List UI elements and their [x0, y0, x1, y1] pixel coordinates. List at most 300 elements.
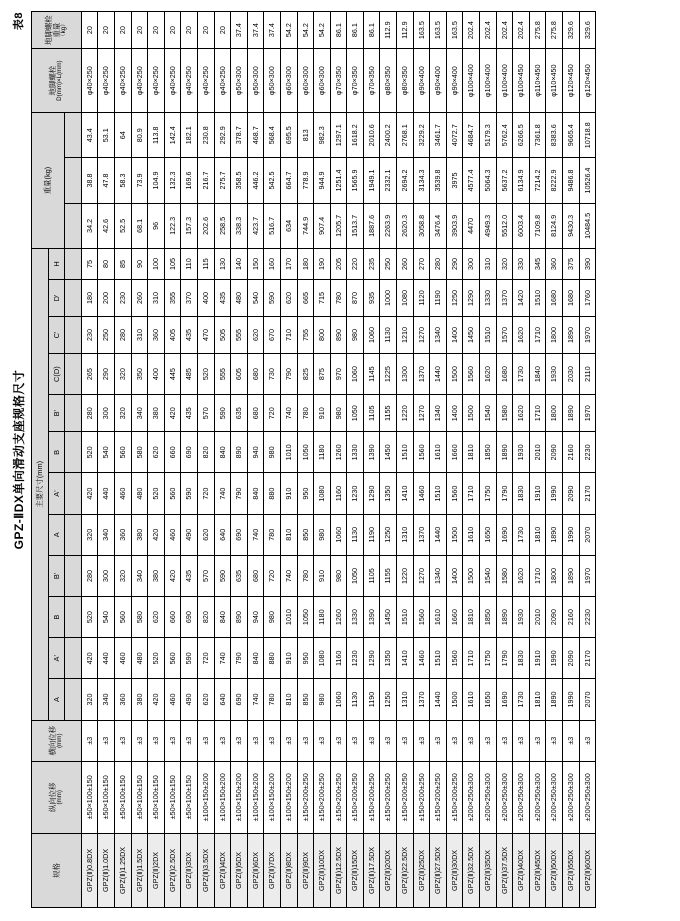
cell-weight-1: 8124.9 [546, 203, 563, 248]
cell-dim-CD: 520 [197, 354, 214, 395]
cell-dim-B: 2010 [529, 597, 546, 638]
cell-trans-disp: ±3 [214, 720, 231, 761]
cell-dim-Bp: 1340 [430, 555, 447, 596]
cell-dim-Bp: 740 [280, 555, 297, 596]
cell-anchor-weight: 20 [131, 12, 148, 49]
header-dim-CD: C(D) [48, 354, 65, 395]
cell-dim-Bp: 780 [297, 555, 314, 596]
cell-spec: GPZ(Ⅱ)45DX [529, 833, 546, 907]
cell-dim-B: 1810 [463, 597, 480, 638]
table-row [264, 12, 281, 908]
cell-spec: GPZ(Ⅱ)30DX [446, 833, 463, 907]
cell-dim-A: 2070 [579, 679, 596, 720]
table-row [397, 12, 414, 908]
cell-dim-CD: 400 [148, 354, 165, 395]
cell-anchor-weight: 86.1 [347, 12, 364, 49]
cell-weight-2: 169.6 [181, 158, 198, 203]
cell-trans-disp: ±3 [280, 720, 297, 761]
header-anchor-label: 地脚螺栓 [47, 65, 57, 96]
cell-dim-A2: 1440 [430, 514, 447, 555]
cell-dim-Ap2: 520 [148, 473, 165, 514]
cell-dim-Ap: 1910 [529, 638, 546, 679]
cell-dim-Bp: 1270 [413, 555, 430, 596]
cell-trans-disp: ±3 [413, 720, 430, 761]
cell-spec: GPZ(Ⅱ)25DX [413, 833, 430, 907]
cell-trans-disp: ±3 [397, 720, 414, 761]
cell-dim-Bp: 1800 [546, 555, 563, 596]
cell-dim-Bp2: 380 [148, 395, 165, 432]
cell-trans-disp: ±3 [148, 720, 165, 761]
cell-spec: GPZ(Ⅱ)3DX [181, 833, 198, 907]
cell-weight-3: 10718.8 [579, 113, 596, 158]
cell-spec: GPZ(Ⅱ)50DX [546, 833, 563, 907]
cell-dim-CD: 320 [114, 354, 131, 395]
cell-dim-Dp: 1420 [513, 279, 530, 316]
header-dim-Ap2: A' [48, 473, 65, 514]
cell-anchor-bolt: φ40×250 [214, 49, 231, 113]
cell-dim-B2: 580 [131, 432, 148, 473]
cell-dim-CD: 265 [81, 354, 98, 395]
cell-trans-disp: ±3 [231, 720, 248, 761]
header-transverse-displacement [32, 720, 82, 761]
cell-dim-Ap: 910 [280, 638, 297, 679]
cell-dim-A: 1130 [347, 679, 364, 720]
cell-dim-A: 850 [297, 679, 314, 720]
cell-weight-3: 4684.7 [463, 113, 480, 158]
cell-weight-2: 7214.2 [529, 158, 546, 203]
cell-weight-3: 292.9 [214, 113, 231, 158]
cell-weight-1: 1513.7 [347, 203, 364, 248]
cell-dim-A: 1610 [463, 679, 480, 720]
cell-dim-Cp: 710 [280, 316, 297, 353]
cell-dim-Cp: 555 [231, 316, 248, 353]
cell-dim-A2: 340 [98, 514, 115, 555]
cell-dim-H: 270 [413, 249, 430, 280]
cell-dim-Ap2: 1910 [529, 473, 546, 514]
header-spacer-12 [65, 249, 82, 280]
cell-long-disp: ±150×200±250 [330, 761, 347, 833]
cell-dim-Dp: 1760 [579, 279, 596, 316]
cell-dim-Bp2: 340 [131, 395, 148, 432]
cell-dim-Ap: 480 [131, 638, 148, 679]
cell-trans-disp: ±3 [197, 720, 214, 761]
cell-long-disp: ±100×150±200 [197, 761, 214, 833]
cell-weight-1: 4949.3 [480, 203, 497, 248]
cell-anchor-weight: 20 [98, 12, 115, 49]
cell-dim-CD: 290 [98, 354, 115, 395]
cell-anchor-bolt: φ60×300 [297, 49, 314, 113]
cell-dim-Dp: 1080 [397, 279, 414, 316]
header-spacer-5 [65, 514, 82, 555]
cell-anchor-bolt: φ40×250 [98, 49, 115, 113]
cell-dim-CD: 680 [247, 354, 264, 395]
cell-dim-H: 375 [563, 249, 580, 280]
table-row [463, 12, 480, 908]
cell-dim-CD: 2030 [563, 354, 580, 395]
cell-anchor-weight: 202.4 [496, 12, 513, 49]
cell-dim-B2: 1560 [413, 432, 430, 473]
cell-dim-Bp2: 1620 [513, 395, 530, 432]
table-row [380, 12, 397, 908]
cell-dim-A2: 690 [231, 514, 248, 555]
cell-dim-B: 620 [148, 597, 165, 638]
header-spacer-4 [65, 555, 82, 596]
cell-anchor-weight: 329.6 [579, 12, 596, 49]
cell-dim-Dp: 540 [247, 279, 264, 316]
cell-dim-B2: 1450 [380, 432, 397, 473]
cell-dim-CD: 2110 [579, 354, 596, 395]
cell-dim-Ap: 520 [148, 638, 165, 679]
cell-dim-Dp: 1370 [496, 279, 513, 316]
cell-dim-CD: 555 [214, 354, 231, 395]
header-dim-Bp2: B' [48, 395, 65, 432]
cell-dim-Ap2: 480 [131, 473, 148, 514]
cell-dim-Cp: 1340 [430, 316, 447, 353]
cell-spec: GPZ(Ⅱ)17.5DX [363, 833, 380, 907]
table-row [98, 12, 115, 908]
cell-weight-1: 52.5 [114, 203, 131, 248]
cell-trans-disp: ±3 [330, 720, 347, 761]
cell-dim-Dp: 1190 [430, 279, 447, 316]
table-row [197, 12, 214, 908]
cell-anchor-weight: 86.1 [363, 12, 380, 49]
table-row [446, 12, 463, 908]
cell-dim-A2: 1610 [463, 514, 480, 555]
cell-dim-B: 1850 [480, 597, 497, 638]
cell-anchor-bolt: φ110×450 [529, 49, 546, 113]
cell-dim-Ap2: 590 [181, 473, 198, 514]
cell-dim-B: 690 [181, 597, 198, 638]
cell-dim-Bp2: 320 [114, 395, 131, 432]
cell-spec: GPZ(Ⅱ)37.5DX [496, 833, 513, 907]
cell-dim-Bp2: 910 [314, 395, 331, 432]
cell-trans-disp: ±3 [563, 720, 580, 761]
table-row [529, 12, 546, 908]
cell-dim-Ap: 1350 [380, 638, 397, 679]
specification-table [31, 11, 596, 908]
cell-dim-Dp: 590 [264, 279, 281, 316]
cell-dim-Ap2: 2170 [579, 473, 596, 514]
cell-dim-H: 75 [81, 249, 98, 280]
cell-dim-B2: 690 [181, 432, 198, 473]
cell-dim-H: 130 [214, 249, 231, 280]
cell-dim-CD: 1560 [463, 354, 480, 395]
header-spacer-11 [65, 279, 82, 316]
cell-trans-disp: ±3 [347, 720, 364, 761]
cell-dim-Bp2: 570 [197, 395, 214, 432]
cell-dim-A: 360 [114, 679, 131, 720]
cell-dim-Dp: 355 [164, 279, 181, 316]
cell-dim-A: 1310 [397, 679, 414, 720]
cell-anchor-weight: 202.4 [463, 12, 480, 49]
cell-dim-Bp: 435 [181, 555, 198, 596]
cell-anchor-weight: 20 [164, 12, 181, 49]
cell-dim-B2: 890 [231, 432, 248, 473]
cell-dim-Ap: 560 [164, 638, 181, 679]
cell-dim-Ap: 1160 [330, 638, 347, 679]
cell-dim-B2: 2010 [529, 432, 546, 473]
cell-weight-2: 38.8 [81, 158, 98, 203]
cell-dim-A: 420 [148, 679, 165, 720]
cell-dim-H: 100 [148, 249, 165, 280]
cell-dim-B: 2230 [579, 597, 596, 638]
table-row [131, 12, 148, 908]
cell-dim-Bp2: 1970 [579, 395, 596, 432]
cell-dim-CD: 485 [181, 354, 198, 395]
cell-dim-A: 620 [197, 679, 214, 720]
cell-dim-Ap2: 1160 [330, 473, 347, 514]
cell-spec: GPZ(Ⅱ)12.5DX [330, 833, 347, 907]
cell-weight-1: 68.1 [131, 203, 148, 248]
cell-long-disp: ±150×200±250 [314, 761, 331, 833]
cell-dim-H: 160 [264, 249, 281, 280]
cell-dim-H: 390 [579, 249, 596, 280]
cell-dim-B2: 1850 [480, 432, 497, 473]
cell-weight-2: 1251.4 [330, 158, 347, 203]
cell-anchor-weight: 20 [197, 12, 214, 49]
cell-weight-2: 5064.3 [480, 158, 497, 203]
cell-dim-A: 380 [131, 679, 148, 720]
cell-dim-Cp: 1210 [397, 316, 414, 353]
cell-anchor-weight: 54.2 [280, 12, 297, 49]
cell-anchor-weight: 54.2 [314, 12, 331, 49]
cell-anchor-weight: 37.4 [264, 12, 281, 49]
cell-dim-Dp: 480 [231, 279, 248, 316]
table-row [297, 12, 314, 908]
cell-spec: GPZ(Ⅱ)1.25DX [114, 833, 131, 907]
cell-trans-disp: ±3 [513, 720, 530, 761]
cell-dim-Ap: 2090 [563, 638, 580, 679]
cell-weight-2: 664.7 [280, 158, 297, 203]
cell-dim-B2: 980 [264, 432, 281, 473]
cell-dim-CD: 445 [164, 354, 181, 395]
cell-dim-Bp: 300 [98, 555, 115, 596]
cell-dim-H: 320 [496, 249, 513, 280]
cell-dim-Cp: 1710 [529, 316, 546, 353]
cell-weight-2: 275.7 [214, 158, 231, 203]
cell-long-disp: ±150×200±250 [430, 761, 447, 833]
cell-dim-H: 260 [397, 249, 414, 280]
cell-weight-2: 1949.1 [363, 158, 380, 203]
cell-dim-A: 980 [314, 679, 331, 720]
cell-dim-Bp2: 720 [264, 395, 281, 432]
cell-dim-B2: 2230 [579, 432, 596, 473]
cell-dim-Bp2: 680 [247, 395, 264, 432]
cell-dim-Dp: 1680 [563, 279, 580, 316]
cell-dim-Dp: 1250 [446, 279, 463, 316]
cell-dim-A2: 1890 [546, 514, 563, 555]
cell-dim-Cp: 1510 [480, 316, 497, 353]
cell-dim-Dp: 620 [280, 279, 297, 316]
cell-dim-B: 840 [214, 597, 231, 638]
header-anchor-weight-sub: 重量 [51, 22, 61, 38]
cell-weight-1: 1205.7 [330, 203, 347, 248]
cell-dim-Ap2: 950 [297, 473, 314, 514]
cell-trans-disp: ±3 [430, 720, 447, 761]
cell-dim-A: 810 [280, 679, 297, 720]
cell-dim-CD: 825 [297, 354, 314, 395]
cell-dim-A2: 1310 [397, 514, 414, 555]
cell-dim-Ap2: 1080 [314, 473, 331, 514]
cell-anchor-weight: 163.5 [446, 12, 463, 49]
cell-long-disp: ±150×200±250 [397, 761, 414, 833]
cell-trans-disp: ±3 [297, 720, 314, 761]
cell-trans-disp: ±3 [164, 720, 181, 761]
cell-dim-Bp2: 590 [214, 395, 231, 432]
cell-dim-Cp: 360 [148, 316, 165, 353]
table-row [430, 12, 447, 908]
cell-trans-disp: ±3 [480, 720, 497, 761]
table-row [148, 12, 165, 908]
cell-dim-CD: 730 [264, 354, 281, 395]
cell-dim-Bp2: 780 [297, 395, 314, 432]
cell-spec: GPZ(Ⅱ)10DX [314, 833, 331, 907]
cell-dim-Bp2: 1400 [446, 395, 463, 432]
header-spacer-2 [65, 638, 82, 679]
cell-dim-A2: 1190 [363, 514, 380, 555]
header-weight-col-3 [65, 113, 82, 158]
cell-dim-Cp: 800 [314, 316, 331, 353]
cell-anchor-weight: 112.9 [380, 12, 397, 49]
cell-dim-Dp: 1680 [546, 279, 563, 316]
cell-dim-Bp: 1050 [347, 555, 364, 596]
cell-weight-2: 3975 [446, 158, 463, 203]
header-dim-B: B [48, 597, 65, 638]
cell-dim-Bp2: 300 [98, 395, 115, 432]
header-long-disp-unit: (mm) [56, 790, 64, 805]
header-dim-Dp: D' [48, 279, 65, 316]
cell-dim-A2: 740 [247, 514, 264, 555]
table-row [214, 12, 231, 908]
header-anchor-bolt-weight [32, 12, 82, 49]
cell-anchor-bolt: φ120×450 [563, 49, 580, 113]
cell-weight-1: 5512.0 [496, 203, 513, 248]
cell-spec: GPZ(Ⅱ)1.0DX [98, 833, 115, 907]
cell-spec: GPZ(Ⅱ)4DX [214, 833, 231, 907]
header-spacer-8 [65, 395, 82, 432]
cell-anchor-bolt: φ90×400 [446, 49, 463, 113]
cell-trans-disp: ±3 [463, 720, 480, 761]
cell-dim-H: 110 [181, 249, 198, 280]
cell-dim-A2: 850 [297, 514, 314, 555]
cell-dim-Dp: 370 [181, 279, 198, 316]
cell-dim-A: 490 [181, 679, 198, 720]
cell-spec: GPZ(Ⅱ)2DX [148, 833, 165, 907]
cell-dim-Bp: 1970 [579, 555, 596, 596]
cell-spec: GPZ(Ⅱ)40DX [513, 833, 530, 907]
cell-dim-Bp2: 1340 [430, 395, 447, 432]
cell-long-disp: ±200×250±300 [529, 761, 546, 833]
cell-dim-A: 1990 [563, 679, 580, 720]
cell-dim-Bp2: 1270 [413, 395, 430, 432]
header-dim-A: A [48, 679, 65, 720]
cell-weight-1: 634 [280, 203, 297, 248]
cell-anchor-bolt: φ40×250 [148, 49, 165, 113]
header-dim-B2: B [48, 432, 65, 473]
cell-dim-B: 1050 [297, 597, 314, 638]
cell-weight-3: 9665.4 [563, 113, 580, 158]
header-long-disp-label: 纵向位移 [47, 782, 57, 813]
table-row [314, 12, 331, 908]
cell-anchor-weight: 112.9 [397, 12, 414, 49]
cell-dim-Ap: 950 [297, 638, 314, 679]
cell-dim-B: 540 [98, 597, 115, 638]
cell-dim-Bp2: 1105 [363, 395, 380, 432]
cell-weight-3: 813 [297, 113, 314, 158]
cell-long-disp: ±200×250±300 [513, 761, 530, 833]
cell-spec: GPZ(Ⅱ)0.8DX [81, 833, 98, 907]
cell-weight-1: 6003.4 [513, 203, 530, 248]
cell-dim-Ap: 1710 [463, 638, 480, 679]
cell-anchor-bolt: φ90×400 [413, 49, 430, 113]
cell-dim-A: 1650 [480, 679, 497, 720]
cell-dim-Bp: 1105 [363, 555, 380, 596]
header-anchor-sub: D(mm)×L(mm) [56, 60, 64, 101]
table-row [181, 12, 198, 908]
cell-anchor-bolt: φ40×250 [114, 49, 131, 113]
cell-dim-Cp: 1060 [363, 316, 380, 353]
cell-anchor-bolt: φ80×350 [380, 49, 397, 113]
cell-dim-H: 105 [164, 249, 181, 280]
cell-dim-A: 1190 [363, 679, 380, 720]
cell-anchor-bolt: φ100×450 [513, 49, 530, 113]
cell-weight-3: 230.8 [197, 113, 214, 158]
cell-dim-Bp2: 280 [81, 395, 98, 432]
cell-dim-Ap2: 440 [98, 473, 115, 514]
cell-weight-2: 3539.8 [430, 158, 447, 203]
cell-dim-Bp2: 1580 [496, 395, 513, 432]
cell-dim-A: 1730 [513, 679, 530, 720]
table-row [81, 12, 98, 908]
cell-spec: GPZ(Ⅱ)20DX [380, 833, 397, 907]
cell-trans-disp: ±3 [264, 720, 281, 761]
cell-dim-Ap2: 790 [231, 473, 248, 514]
table-row [330, 12, 347, 908]
cell-spec: GPZ(Ⅱ)1.5DX [131, 833, 148, 907]
cell-anchor-weight: 163.5 [430, 12, 447, 49]
cell-dim-B: 1610 [430, 597, 447, 638]
cell-dim-Ap: 1830 [513, 638, 530, 679]
cell-long-disp: ±150×200±250 [380, 761, 397, 833]
cell-dim-Ap2: 740 [214, 473, 231, 514]
cell-dim-Ap: 1080 [314, 638, 331, 679]
cell-dim-Cp: 670 [264, 316, 281, 353]
cell-dim-B: 1660 [446, 597, 463, 638]
cell-dim-B: 1560 [413, 597, 430, 638]
cell-long-disp: ±150×200±250 [297, 761, 314, 833]
cell-weight-2: 358.5 [231, 158, 248, 203]
cell-dim-Ap2: 1460 [413, 473, 430, 514]
cell-weight-3: 53.1 [98, 113, 115, 158]
cell-weight-1: 744.9 [297, 203, 314, 248]
cell-dim-Ap: 1790 [496, 638, 513, 679]
cell-weight-2: 132.3 [164, 158, 181, 203]
cell-spec: GPZ(Ⅱ)2.5DX [164, 833, 181, 907]
cell-dim-B2: 1930 [513, 432, 530, 473]
cell-dim-Bp: 720 [264, 555, 281, 596]
cell-weight-3: 2768.1 [397, 113, 414, 158]
cell-trans-disp: ±3 [81, 720, 98, 761]
cell-dim-Ap: 790 [231, 638, 248, 679]
cell-weight-1: 2263.9 [380, 203, 397, 248]
cell-dim-B: 1930 [513, 597, 530, 638]
table-row [496, 12, 513, 908]
cell-dim-Cp: 1400 [446, 316, 463, 353]
cell-long-disp: ±100×150±200 [280, 761, 297, 833]
cell-weight-1: 96 [148, 203, 165, 248]
cell-anchor-bolt: φ50×300 [231, 49, 248, 113]
cell-weight-3: 468.7 [247, 113, 264, 158]
